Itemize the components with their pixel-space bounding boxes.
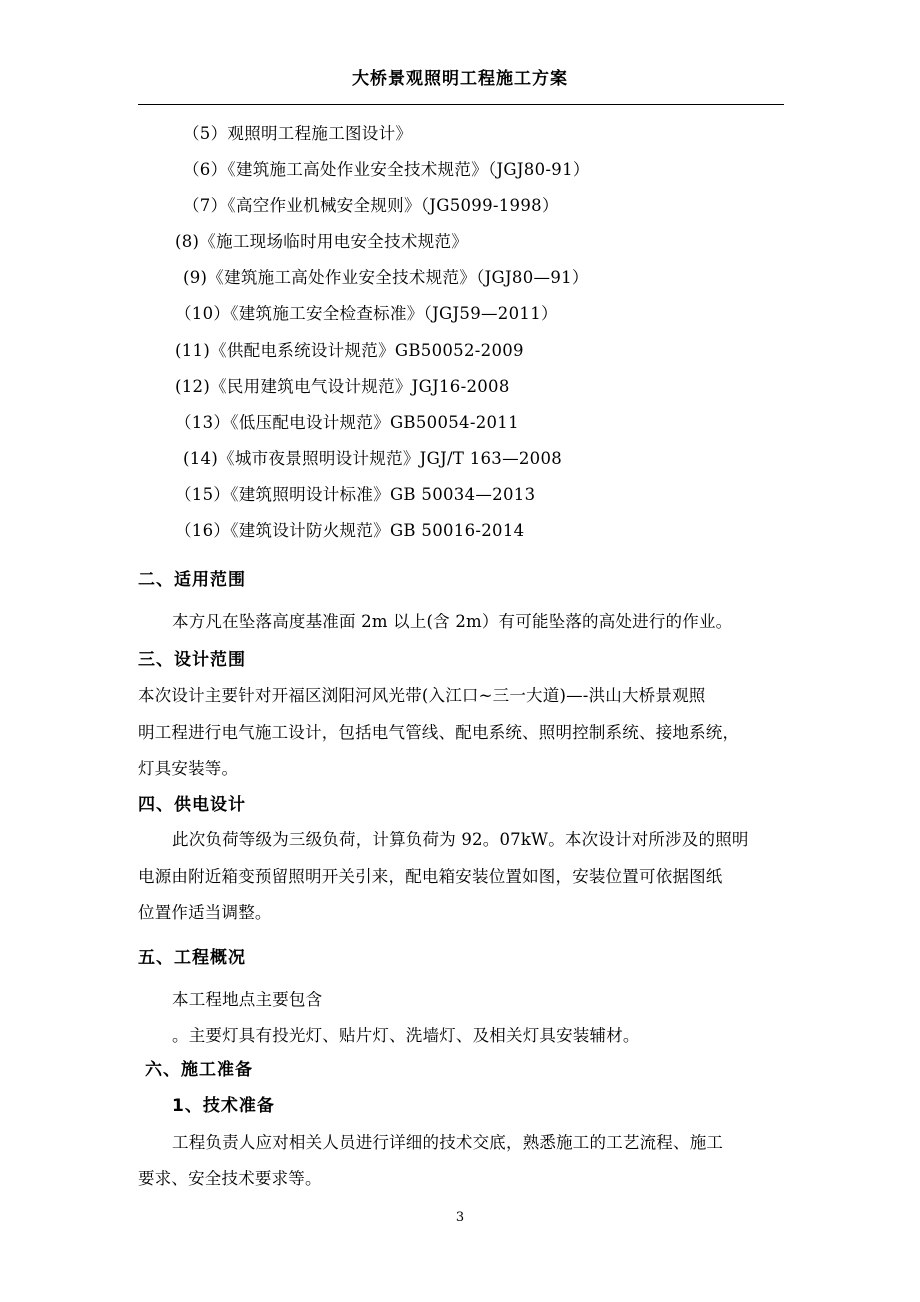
scope-paragraph-line: 本方凡在坠落高度基准面 2m 以上(含 2m）有可能坠落的高处进行的作业。 bbox=[172, 612, 733, 631]
reference-item: (9)《建筑施工高处作业安全技术规范》（JGJ80—91） bbox=[183, 268, 589, 287]
reference-item: （5）观照明工程施工图设计》 bbox=[183, 124, 413, 143]
reference-item: （13）《低压配电设计规范》GB50054-2011 bbox=[175, 413, 519, 432]
design-scope-paragraph-line: 灯具安装等。 bbox=[138, 759, 239, 778]
preparation-paragraph-line: 要求、安全技术要求等。 bbox=[138, 1169, 322, 1188]
preparation-paragraph-line: 工程负责人应对相关人员进行详细的技术交底，熟悉施工的工艺流程、施工 bbox=[172, 1133, 724, 1152]
section-heading-design-scope: 三、设计范围 bbox=[138, 650, 246, 670]
reference-item: （6）《建筑施工高处作业安全技术规范》（JGJ80-91） bbox=[183, 160, 590, 179]
design-scope-paragraph-line: 明工程进行电气施工设计，包括电气管线、配电系统、照明控制系统、接地系统， bbox=[138, 723, 740, 742]
header-divider bbox=[138, 104, 784, 105]
reference-item: （16）《建筑设计防火规范》GB 50016-2014 bbox=[175, 521, 525, 540]
reference-item: (8)《施工现场临时用电安全技术规范》 bbox=[175, 232, 469, 251]
reference-item: (14)《城市夜景照明设计规范》JGJ/T 163—2008 bbox=[183, 449, 563, 468]
overview-paragraph-line: 。主要灯具有投光灯、贴片灯、洗墙灯、及相关灯具安装辅材。 bbox=[172, 1026, 640, 1045]
reference-item: （7）《高空作业机械安全规则》（JG5099-1998） bbox=[183, 196, 559, 215]
power-supply-paragraph-line: 此次负荷等级为三级负荷，计算负荷为 92。07kW。本次设计对所涉及的照明 bbox=[172, 830, 749, 849]
section-heading-scope: 二、适用范围 bbox=[138, 570, 246, 590]
reference-item: (11)《供配电系统设计规范》GB50052-2009 bbox=[175, 341, 524, 360]
reference-item: （10）《建筑施工安全检查标准》（JGJ59—2011） bbox=[175, 304, 558, 323]
section-heading-overview: 五、工程概况 bbox=[138, 948, 246, 968]
section-heading-preparation: 六、施工准备 bbox=[145, 1060, 253, 1080]
design-scope-paragraph-line: 本次设计主要针对开福区浏阳河风光带(入江口~三一大道)—-洪山大桥景观照 bbox=[138, 686, 706, 705]
overview-paragraph-line: 本工程地点主要包含 bbox=[172, 990, 323, 1009]
subheading-technical-preparation: 1、技术准备 bbox=[172, 1096, 275, 1116]
power-supply-paragraph-line: 电源由附近箱变预留照明开关引来，配电箱安装位置如图，安装位置可依据图纸 bbox=[138, 867, 723, 886]
reference-item: （15）《建筑照明设计标准》GB 50034—2013 bbox=[175, 485, 536, 504]
page-number: 3 bbox=[455, 1210, 465, 1225]
power-supply-paragraph-line: 位置作适当调整。 bbox=[138, 903, 272, 922]
section-heading-power-supply: 四、供电设计 bbox=[138, 795, 246, 815]
header-title: 大桥景观照明工程施工方案 bbox=[352, 69, 568, 89]
reference-item: (12)《民用建筑电气设计规范》JGJ16-2008 bbox=[175, 377, 510, 396]
